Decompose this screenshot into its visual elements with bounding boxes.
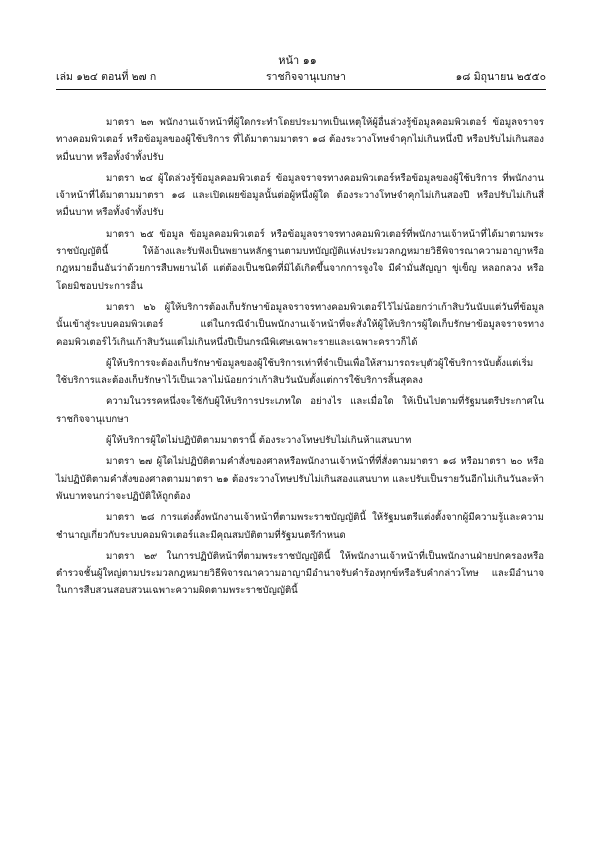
section-23-paragraph: มาตรา ๒๓ พนักงานเจ้าหน้าที่ผู้ใดกระทำโดยประมาทเป็นเหตุให้ผู้อื่นล่วงรู้ข้อมูลคอมพิวเตอร์ ข้อมูลจราจรทางคอมพิวเตอร์ หรือข้อมูลของผู้ใช้บริการ ที่ได้มาตามมาตรา ๑๘ ต้องระวางโทษจำคุกไม่เกินหนึ่งปี หรือปรับไม่เกินสองหมื่นบาท หรือทั้งจำทั้งปรับ xyxy=(56,117,544,163)
section-26-paragraph-2: ผู้ให้บริการจะต้องเก็บรักษาข้อมูลของผู้ใช้บริการเท่าที่จำเป็นเพื่อให้สามารถระบุตัวผู้ใช้บริการนับตั้งแต่เริ่มใช้บริการและต้องเก็บรักษาไว้เป็นเวลาไม่น้อยกว่าเก้าสิบวันนับตั้งแต่การใช้บริการสิ้นสุดลง xyxy=(56,357,534,387)
section-24-paragraph: มาตรา ๒๔ ผู้ใดล่วงรู้ข้อมูลคอมพิวเตอร์ ข้อมูลจราจรทางคอมพิวเตอร์หรือข้อมูลของผู้ใช้บริการ ที่พนักงานเจ้าหน้าที่ได้มาตามมาตรา ๑๘ และเปิดเผยข้อมูลนั้นต่อผู้หนึ่งผู้ใด ต้องระวางโทษจำคุกไม่เกินสองปี หรือปรับไม่เกินสี่หมื่นบาท หรือทั้งจำทั้งปรับ xyxy=(56,172,544,219)
page-number: หน้า ๑๑ xyxy=(278,54,317,67)
header-rule xyxy=(56,89,546,90)
section-26-paragraph-3: ความในวรรคหนึ่งจะใช้กับผู้ให้บริการประเภทใด อย่างไร และเมื่อใด ให้เป็นไปตามที่รัฐมนตรีประกาศในราชกิจจานุเบกษา xyxy=(56,396,544,425)
publication-name: ราชกิจจานุเบกษา xyxy=(266,71,346,83)
section-26-paragraph-4: ผู้ให้บริการผู้ใดไม่ปฏิบัติตามมาตรานี้ ต้องระวางโทษปรับไม่เกินห้าแสนบาท xyxy=(106,435,412,447)
gazette-header xyxy=(56,70,546,84)
section-26-paragraph: มาตรา ๒๖ ผู้ให้บริการต้องเก็บรักษาข้อมูลจราจรทางคอมพิวเตอร์ไว้ไม่น้อยกว่าเก้าสิบวันนับแต่วันที่ข้อมูลนั้นเข้าสู่ระบบคอมพิวเตอร์ แต่ในกรณีจำเป็นพนักงานเจ้าหน้าที่จะสั่งให้ผู้ให้บริการผู้ใดเก็บรักษาข้อมูลจราจรทางคอมพิวเตอร์ไว้เกินเก้าสิบวันแต่ไม่เกินหนึ่งปีเป็นกรณีพิเศษเฉพาะรายและเฉพาะคราวก็ได้ xyxy=(56,301,544,348)
section-28-paragraph: มาตรา ๒๘ การแต่งตั้งพนักงานเจ้าหน้าที่ตามพระราชบัญญัตินี้ ให้รัฐมนตรีแต่งตั้งจากผู้มีความรู้และความชำนาญเกี่ยวกับระบบคอมพิวเตอร์และมีคุณสมบัติตามที่รัฐมนตรีกำหนด xyxy=(56,512,544,541)
publication-date: ๑๘ มิถุนายน ๒๕๕๐ xyxy=(455,71,546,83)
volume-issue: เล่ม ๑๒๔ ตอนที่ ๒๗ ก xyxy=(56,71,157,83)
document-body xyxy=(56,114,544,604)
section-25-paragraph: มาตรา ๒๕ ข้อมูล ข้อมูลคอมพิวเตอร์ หรือข้อมูลจราจรทางคอมพิวเตอร์ที่พนักงานเจ้าหน้าที่ได้มาตามพระราชบัญญัตินี้ ให้อ้างและรับฟังเป็นพยานหลักฐานตามบทบัญญัติแห่งประมวลกฎหมายวิธีพิจารณาความอาญาหรือกฎหมายอื่นอันว่าด้วยการสืบพยานได้ แต่ต้องเป็นชนิดที่มิได้เกิดขึ้นจากการจูงใจ มีคำมั่นสัญญา ขู่เข็ญ หลอกลวง หรือโดยมิชอบประการอื่น xyxy=(56,228,544,292)
section-27-paragraph: มาตรา ๒๗ ผู้ใดไม่ปฏิบัติตามคำสั่งของศาลหรือพนักงานเจ้าหน้าที่ที่สั่งตามมาตรา ๑๘ หรือมาตรา ๒๐ หรือไม่ปฏิบัติตามคำสั่งของศาลตามมาตรา ๒๑ ต้องระวางโทษปรับไม่เกินสองแสนบาท และปรับเป็นรายวันอีกไม่เกินวันละห้าพันบาทจนกว่าจะปฏิบัติให้ถูกต้อง xyxy=(56,456,544,502)
section-29-paragraph: มาตรา ๒๙ ในการปฏิบัติหน้าที่ตามพระราชบัญญัตินี้ ให้พนักงานเจ้าหน้าที่เป็นพนักงานฝ่ายปกครองหรือตำรวจชั้นผู้ใหญ่ตามประมวลกฎหมายวิธีพิจารณาความอาญามีอำนาจรับคำร้องทุกข์หรือรับคำกล่าวโทษ และมีอำนาจในการสืบสวนสอบสวนเฉพาะความผิดตามพระราชบัญญัตินี้ xyxy=(56,550,544,597)
